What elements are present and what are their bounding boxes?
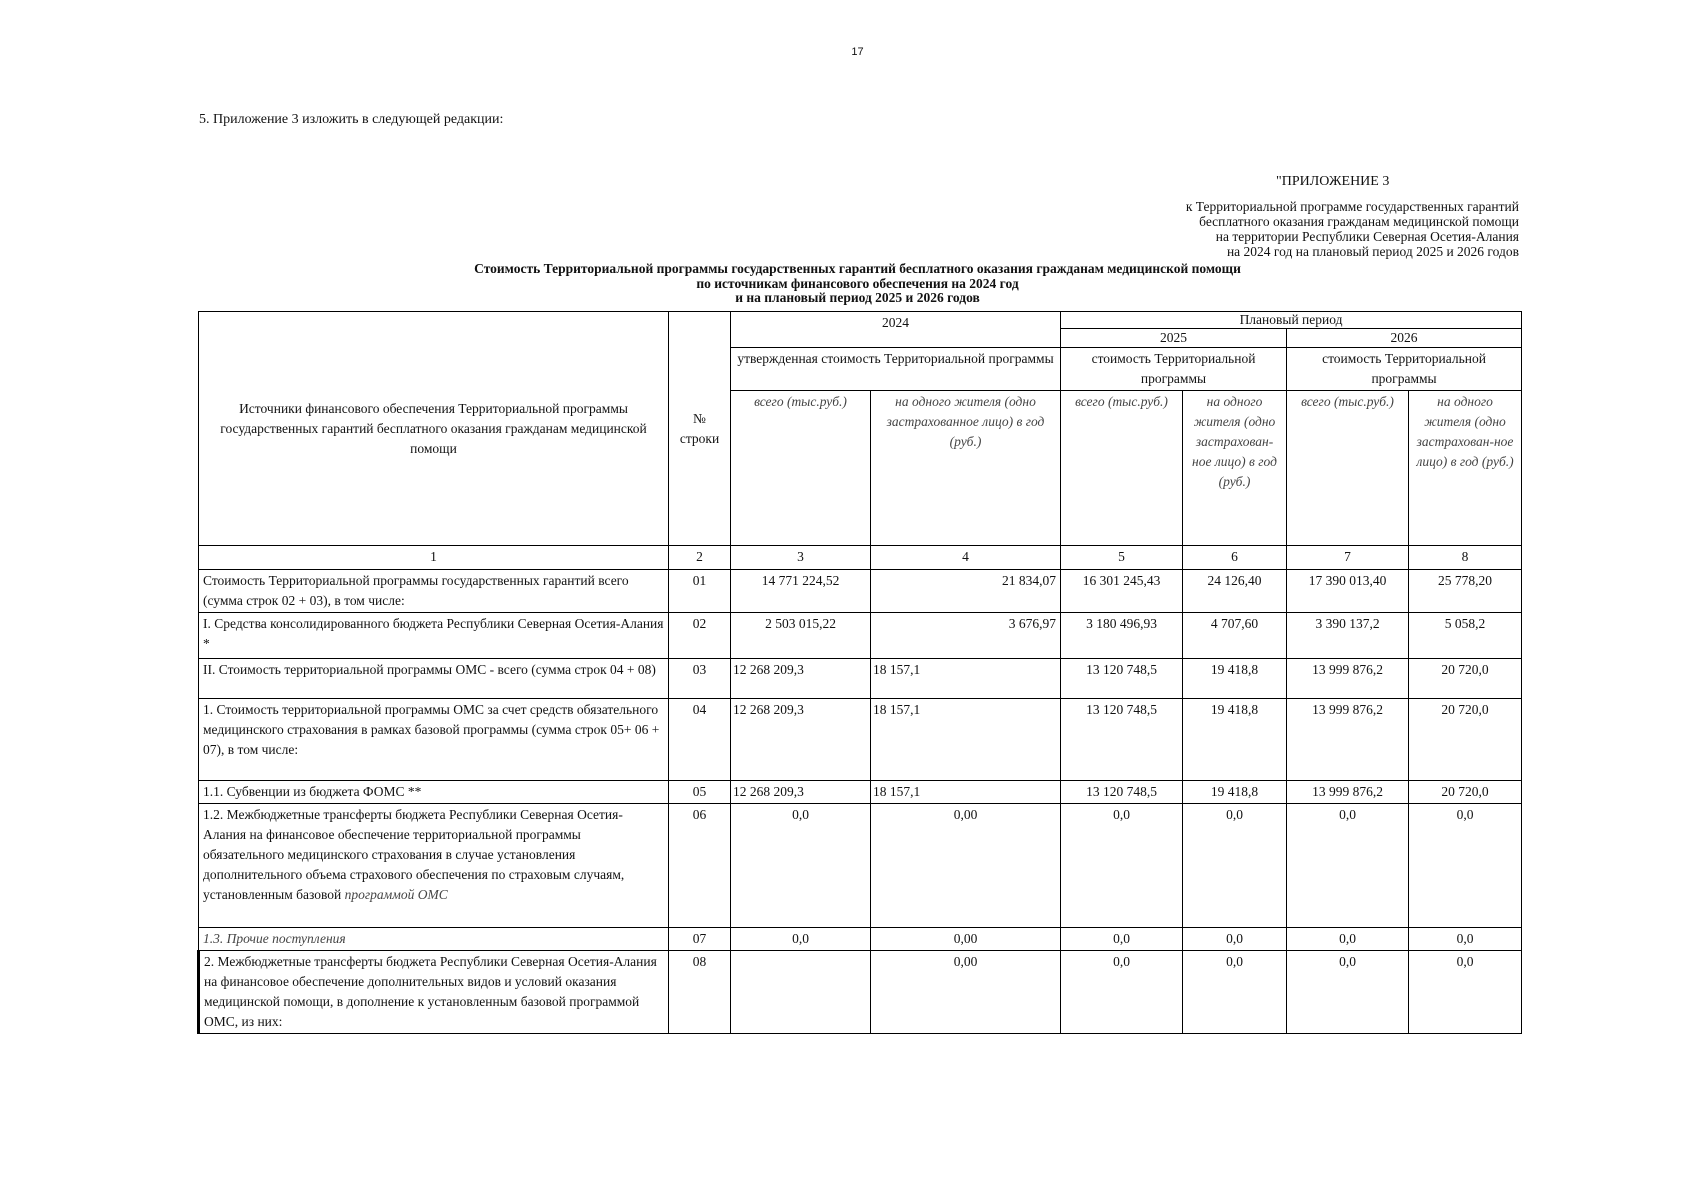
table-row	[199, 570, 1522, 613]
value-2026-per-capita: 0,0	[1409, 928, 1522, 951]
header-approved-cost: утвержденная стоимость Территориальной программы	[731, 348, 1061, 391]
value-2024-total: 0,0	[731, 928, 871, 951]
row-number: 07	[669, 928, 731, 951]
header-year-2026: 2026	[1287, 329, 1522, 348]
value-2026-per-capita: 0,0	[1409, 804, 1522, 928]
value-2026-total: 0,0	[1287, 804, 1409, 928]
row-number: 04	[669, 699, 731, 781]
row-number: 01	[669, 570, 731, 613]
row-label: Стоимость Территориальной программы государственных гарантий всего (сумма строк 02 + 03), в том числе:	[199, 570, 669, 613]
value-2025-per-capita: 4 707,60	[1183, 613, 1287, 659]
page-number: 17	[851, 46, 864, 58]
value-2024-per-capita: 18 157,1	[871, 659, 1061, 699]
value-2025-per-capita: 19 418,8	[1183, 781, 1287, 804]
value-2025-per-capita: 0,0	[1183, 951, 1287, 1034]
value-2025-per-capita: 0,0	[1183, 804, 1287, 928]
header-row-number: № строки	[669, 312, 731, 546]
col-number: 3	[731, 546, 871, 570]
value-2026-total: 17 390 013,40	[1287, 570, 1409, 613]
header-plan-period: Плановый период	[1061, 312, 1522, 329]
value-2026-per-capita: 5 058,2	[1409, 613, 1522, 659]
value-2025-total: 13 120 748,5	[1061, 781, 1183, 804]
col-number: 2	[669, 546, 731, 570]
intro-text: 5. Приложение 3 изложить в следующей редакции:	[199, 112, 504, 127]
header-cost-2026: стоимость Территориальной программы	[1287, 348, 1522, 391]
table-row	[199, 659, 1522, 699]
row-label: I. Средства консолидированного бюджета Республики Северная Осетия-Алания *	[199, 613, 669, 659]
row-label-text: 1.2. Межбюджетные трансферты бюджета Республики Северная Осетия-Алания на финансовое обеспечение территориальной программы обязательного медицинского страхования в случае установления дополнительного объема страхового обеспечения по страховым случаям, установленным базовой	[203, 807, 625, 902]
row-label: 1.1. Субвенции из бюджета ФОМС **	[199, 781, 669, 804]
row-number: 05	[669, 781, 731, 804]
row-number: 02	[669, 613, 731, 659]
value-2024-per-capita: 18 157,1	[871, 699, 1061, 781]
value-2024-total: 12 268 209,3	[731, 699, 871, 781]
table-row	[199, 928, 1522, 951]
appendix-line: к Территориальной программе государственных гарантий	[1185, 199, 1519, 214]
value-2026-per-capita: 20 720,0	[1409, 659, 1522, 699]
value-2025-total: 0,0	[1061, 804, 1183, 928]
value-2024-per-capita: 3 676,97	[871, 613, 1061, 659]
header-total-2026: всего (тыс.руб.)	[1287, 391, 1409, 546]
appendix-line: на территории Республики Северная Осетия-Алания	[1215, 229, 1519, 244]
value-2024-total: 12 268 209,3	[731, 781, 871, 804]
value-2026-total: 13 999 876,2	[1287, 699, 1409, 781]
header-year-2024: 2024	[731, 312, 1061, 348]
value-2025-total: 13 120 748,5	[1061, 659, 1183, 699]
table-row	[199, 781, 1522, 804]
appendix-title: "ПРИЛОЖЕНИЕ 3	[1276, 174, 1390, 189]
value-2026-total: 13 999 876,2	[1287, 781, 1409, 804]
value-2025-per-capita: 19 418,8	[1183, 659, 1287, 699]
value-2026-total: 0,0	[1287, 928, 1409, 951]
header-sources: Источники финансового обеспечения Территориальной программы государственных гарантий бесплатного оказания гражданам медицинской помощи	[199, 312, 669, 546]
header-total-2025: всего (тыс.руб.)	[1061, 391, 1183, 546]
row-number: 08	[669, 951, 731, 1034]
value-2026-per-capita: 20 720,0	[1409, 781, 1522, 804]
value-2024-per-capita: 0,00	[871, 951, 1061, 1034]
col-number: 4	[871, 546, 1061, 570]
row-label: 1.3. Прочие поступления	[199, 928, 669, 951]
value-2026-per-capita: 0,0	[1409, 951, 1522, 1034]
table-row	[199, 804, 1522, 928]
value-2024-per-capita: 0,00	[871, 804, 1061, 928]
value-2025-total: 16 301 245,43	[1061, 570, 1183, 613]
value-2026-total: 0,0	[1287, 951, 1409, 1034]
col-number: 7	[1287, 546, 1409, 570]
value-2024-per-capita: 0,00	[871, 928, 1061, 951]
value-2024-total: 0,0	[731, 804, 871, 928]
title-line: по источникам финансового обеспечения на 2024 год	[696, 275, 1019, 291]
header-per-capita-2024: на одного жителя (одно застрахованное лицо) в год (руб.)	[871, 391, 1061, 546]
value-2026-total: 3 390 137,2	[1287, 613, 1409, 659]
table-row	[199, 699, 1522, 781]
value-2024-per-capita: 18 157,1	[871, 781, 1061, 804]
value-2025-total: 0,0	[1061, 928, 1183, 951]
value-2024-total: 12 268 209,3	[731, 659, 871, 699]
value-2025-total: 0,0	[1061, 951, 1183, 1034]
column-numbers-row	[199, 546, 1522, 570]
value-2026-per-capita: 20 720,0	[1409, 699, 1522, 781]
col-number: 8	[1409, 546, 1522, 570]
col-number: 5	[1061, 546, 1183, 570]
value-2026-per-capita: 25 778,20	[1409, 570, 1522, 613]
col-number: 1	[199, 546, 669, 570]
value-2024-total: 14 771 224,52	[731, 570, 871, 613]
title-line: и на плановый период 2025 и 2026 годов	[735, 290, 980, 305]
value-2024-total	[731, 951, 871, 1034]
document-title	[340, 262, 1375, 306]
value-2026-total: 13 999 876,2	[1287, 659, 1409, 699]
row-label: II. Стоимость территориальной программы ОМС - всего (сумма строк 04 + 08)	[199, 659, 669, 699]
value-2025-per-capita: 0,0	[1183, 928, 1287, 951]
row-label: 1. Стоимость территориальной программы ОМС за счет средств обязательного медицинского страхования в рамках базовой программы (сумма строк 05+ 06 + 07), в том числе:	[199, 699, 669, 781]
title-line: Стоимость Территориальной программы государственных гарантий бесплатного оказания гражданам медицинской помощи	[474, 261, 1241, 276]
header-year-2025: 2025	[1061, 329, 1287, 348]
row-label-italic: программой ОМС	[344, 887, 448, 902]
row-label: 2. Межбюджетные трансферты бюджета Республики Северная Осетия-Алания на финансовое обеспечение дополнительных видов и условий оказания медицинской помощи, в дополнение к установленным базовой программой ОМС, из них:	[199, 951, 669, 1034]
table-row	[199, 613, 1522, 659]
value-2025-per-capita: 19 418,8	[1183, 699, 1287, 781]
value-2024-total: 2 503 015,22	[731, 613, 871, 659]
value-2025-per-capita: 24 126,40	[1183, 570, 1287, 613]
header-per-capita-2026: на одного жителя (одно застрахован-ное лицо) в год (руб.)	[1409, 391, 1522, 546]
value-2025-total: 13 120 748,5	[1061, 699, 1183, 781]
col-number: 6	[1183, 546, 1287, 570]
appendix-subtitle	[1050, 199, 1519, 259]
appendix-line: на 2024 год на плановый период 2025 и 2026 годов	[1226, 244, 1519, 259]
row-number: 03	[669, 659, 731, 699]
header-per-capita-2025: на одного жителя (одно застрахован-ное лицо) в год (руб.)	[1183, 391, 1287, 546]
header-total-2024: всего (тыс.руб.)	[731, 391, 871, 546]
value-2024-per-capita: 21 834,07	[871, 570, 1061, 613]
value-2025-total: 3 180 496,93	[1061, 613, 1183, 659]
row-label	[199, 804, 669, 928]
header-cost-2025: стоимость Территориальной программы	[1061, 348, 1287, 391]
appendix-line: бесплатного оказания гражданам медицинской помощи	[1199, 214, 1519, 229]
table-row	[199, 951, 1522, 1034]
row-number: 06	[669, 804, 731, 928]
cost-table	[197, 311, 1522, 1034]
